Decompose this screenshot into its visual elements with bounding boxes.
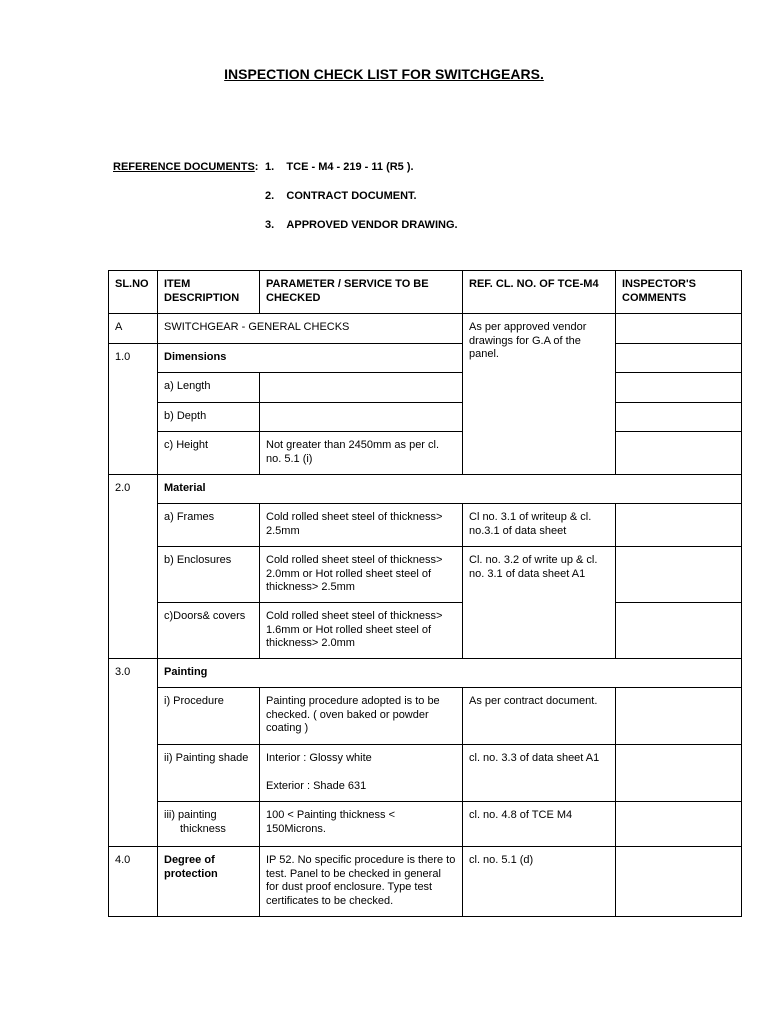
- comments-cell[interactable]: [616, 745, 742, 802]
- section-title-cell: Painting: [158, 659, 742, 688]
- table-row: [109, 847, 742, 917]
- ref-cell: As per approved vendor drawings for G.A of the panel.: [463, 314, 616, 475]
- ref-cell: cl. no. 3.3 of data sheet A1: [463, 745, 616, 802]
- item-cell: a) Frames: [158, 504, 260, 547]
- reference-item-text: APPROVED VENDOR DRAWING.: [286, 219, 458, 231]
- ref-cell: cl. no. 5.1 (d): [463, 847, 616, 917]
- item-cell: b) Depth: [158, 403, 260, 432]
- sl-cell: 3.0: [109, 659, 158, 847]
- parameter-cell: IP 52. No specific procedure is there to test. Panel to be checked in general for dust proof enclosure. Type test certificates to be checked.: [260, 847, 463, 917]
- item-cell: Degree of protection: [158, 847, 260, 917]
- comments-cell[interactable]: [616, 547, 742, 603]
- parameter-cell: [260, 403, 463, 432]
- table-row: [109, 314, 742, 344]
- reference-item-number: 1.: [265, 161, 275, 173]
- table-row: [109, 403, 742, 432]
- table-header-row: [109, 271, 742, 314]
- sl-cell: A: [109, 314, 158, 344]
- table-row: [109, 504, 742, 547]
- table-row: [109, 745, 742, 802]
- sl-cell: 4.0: [109, 847, 158, 917]
- table-row: [109, 688, 742, 745]
- item-cell: i) Procedure: [158, 688, 260, 745]
- table-row: [109, 475, 742, 504]
- header-sl-no: SL.NO: [109, 271, 158, 314]
- item-cell: [158, 802, 260, 847]
- table-row: [109, 373, 742, 403]
- comments-cell[interactable]: [616, 688, 742, 745]
- reference-item: [265, 219, 458, 231]
- table-row: [109, 659, 742, 688]
- parameter-cell: Cold rolled sheet steel of thickness> 2.5mm: [260, 504, 463, 547]
- thickness-label-line2: thickness: [180, 822, 226, 835]
- parameter-cell: Not greater than 2450mm as per cl. no. 5.1 (i): [260, 432, 463, 475]
- section-title-cell: Material: [158, 475, 742, 504]
- ref-cell: Cl. no. 3.2 of write up & cl. no. 3.1 of data sheet A1: [463, 547, 616, 659]
- reference-item-number: 2.: [265, 190, 275, 202]
- parameter-cell: 100 < Painting thickness < 150Microns.: [260, 802, 463, 847]
- table-row: [109, 603, 742, 659]
- comments-cell[interactable]: [616, 403, 742, 432]
- comments-cell[interactable]: [616, 603, 742, 659]
- parameter-cell: [260, 745, 463, 802]
- item-cell: Dimensions: [158, 344, 463, 373]
- item-cell: a) Length: [158, 373, 260, 403]
- header-ref-clause: REF. CL. NO. OF TCE-M4: [463, 271, 616, 314]
- table-row: [109, 547, 742, 603]
- ref-cell: Cl no. 3.1 of writeup & cl. no.3.1 of data sheet: [463, 504, 616, 547]
- comments-cell[interactable]: [616, 314, 742, 344]
- reference-item: [265, 161, 414, 173]
- thickness-label-line1: iii) painting: [164, 809, 217, 821]
- comments-cell[interactable]: [616, 432, 742, 475]
- ref-cell: As per contract document.: [463, 688, 616, 745]
- comments-cell[interactable]: [616, 504, 742, 547]
- shade-interior: Interior : Glossy white: [266, 752, 372, 764]
- item-cell: c) Height: [158, 432, 260, 475]
- comments-cell[interactable]: [616, 847, 742, 917]
- header-inspector-comments: INSPECTOR'S COMMENTS: [616, 271, 742, 314]
- sl-cell: 1.0: [109, 344, 158, 475]
- table-row: [109, 432, 742, 475]
- parameter-cell: Painting procedure adopted is to be checked. ( oven baked or powder coating ): [260, 688, 463, 745]
- header-item-description: ITEM DESCRIPTION: [158, 271, 260, 314]
- header-parameter: PARAMETER / SERVICE TO BE CHECKED: [260, 271, 463, 314]
- item-cell: c)Doors& covers: [158, 603, 260, 659]
- reference-item: [265, 190, 417, 202]
- comments-cell[interactable]: [616, 373, 742, 403]
- table-row: [109, 344, 742, 373]
- item-cell: ii) Painting shade: [158, 745, 260, 802]
- checklist-table: [108, 270, 742, 917]
- parameter-cell: Cold rolled sheet steel of thickness> 1.6mm or Hot rolled sheet steel of thickness> 2.0mm: [260, 603, 463, 659]
- reference-item-text: TCE - M4 - 219 - 11 (R5 ).: [286, 161, 414, 173]
- ref-cell: cl. no. 4.8 of TCE M4: [463, 802, 616, 847]
- reference-documents-label: REFERENCE DOCUMENTS: [113, 161, 255, 173]
- comments-cell[interactable]: [616, 344, 742, 373]
- reference-item-number: 3.: [265, 219, 275, 231]
- shade-exterior: Exterior : Shade 631: [266, 779, 367, 792]
- parameter-cell: Cold rolled sheet steel of thickness> 2.0mm or Hot rolled sheet steel of thickness> 2.5mm: [260, 547, 463, 603]
- comments-cell[interactable]: [616, 802, 742, 847]
- table-row: [109, 802, 742, 847]
- section-title-cell: SWITCHGEAR - GENERAL CHECKS: [158, 314, 463, 344]
- reference-item-text: CONTRACT DOCUMENT.: [286, 190, 417, 202]
- item-cell: b) Enclosures: [158, 547, 260, 603]
- page-title: INSPECTION CHECK LIST FOR SWITCHGEARS.: [224, 66, 544, 82]
- parameter-cell: [260, 373, 463, 403]
- sl-cell: 2.0: [109, 475, 158, 659]
